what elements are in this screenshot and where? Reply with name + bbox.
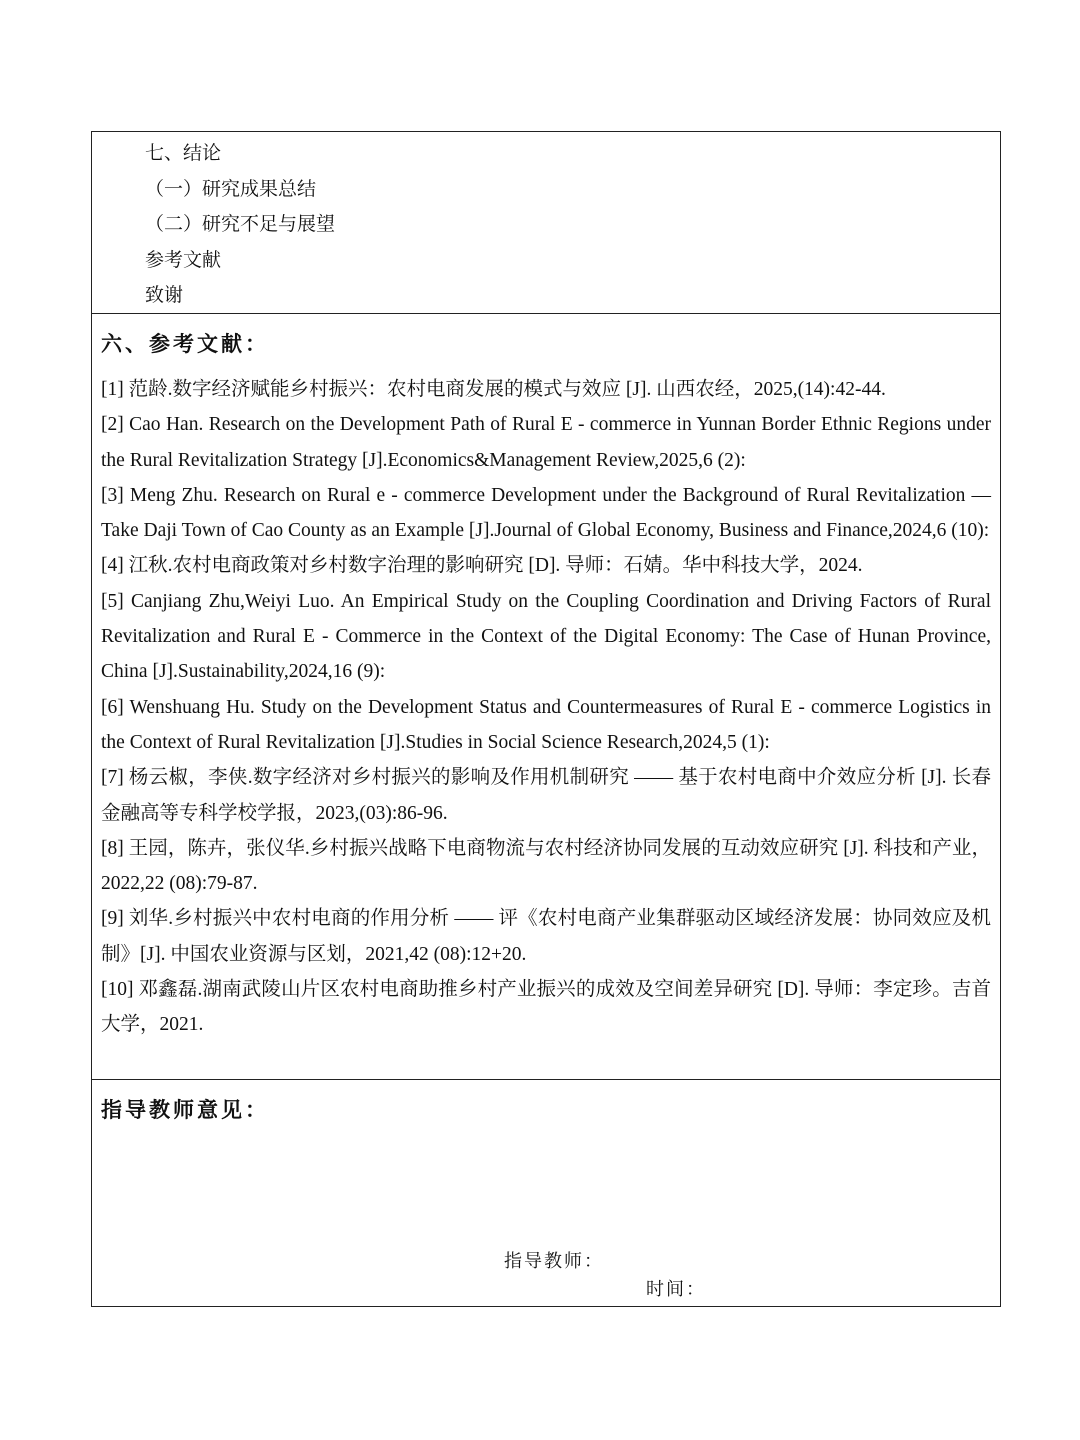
references-section [92,314,1000,1080]
reference-item: [3] Meng Zhu. Research on Rural e - commerce Development under the Background of Rural Revitalization — Take Daji Town of Cao County as an Example [J].Journal of Global Economy, Business and Finance,2024,6 (10): [101,484,991,542]
reference-item: [9] 刘华.乡村振兴中农村电商的作用分析 —— 评《农村电商产业集群驱动区域经济发展：协同效应及机制》[J]. 中国农业资源与区划，2021,42 (08):12+20. [101,908,991,965]
advisor-date-label: 时间： [646,1279,706,1300]
outline-section [92,132,1000,314]
advisor-heading: 指导教师意见： [101,1097,269,1122]
form-table [91,131,1001,1307]
outline-item-conclusion: 七、结论 [145,142,222,164]
outline-item-references: 参考文献 [145,248,222,271]
reference-item: [10] 邓鑫磊.湖南武陵山片区农村电商助推乡村产业振兴的成效及空间差异研究 [D]. 导师：李定珍。吉首大学，2021. [101,979,991,1036]
reference-item: [5] Canjiang Zhu,Weiyi Luo. An Empirical Study on the Coupling Coordination and Driving Factors of Rural Revitalization and Rural E - Commerce in the Context of the Digital Economy: The Case of Hunan Province, China [J].Sustainability,2024,16 (9): [101,590,991,683]
reference-item: [7] 杨云椒，李侠.数字经济对乡村振兴的影响及作用机制研究 —— 基于农村电商中介效应分析 [J]. 长春金融高等专科学校学报，2023,(03):86-96. [101,767,991,824]
outline-item-acknowledgements: 致谢 [145,284,184,306]
reference-item: [6] Wenshuang Hu. Study on the Development Status and Countermeasures of Rural E - commerce Logistics in the Context of Rural Revitalization [J].Studies in Social Science Research,2024,5 (1): [101,696,991,753]
reference-item: [8] 王园，陈卉，张仪华.乡村振兴战略下电商物流与农村经济协同发展的互动效应研究 [J]. 科技和产业，2022,22 (08):79-87. [101,837,991,895]
references-heading: 六、参考文献： [101,331,269,356]
reference-item: [1] 范龄.数字经济赋能乡村振兴：农村电商发展的模式与效应 [J]. 山西农经，2025,(14):42-44. [101,379,886,400]
reference-item: [2] Cao Han. Research on the Development Path of Rural E - commerce in Yunnan Border Ethnic Regions under the Rural Revitalization Strategy [J].Economics&Management Review,2025,6 (2): [101,414,991,471]
outline-item-limitations: （二）研究不足与展望 [145,213,336,235]
advisor-signature-label: 指导教师： [504,1251,604,1272]
reference-item: [4] 江秋.农村电商政策对乡村数字治理的影响研究 [D]. 导师：石婧。华中科技大学，2024. [101,555,863,577]
outline-item-summary: （一）研究成果总结 [145,177,317,200]
advisor-section [92,1080,1000,1306]
